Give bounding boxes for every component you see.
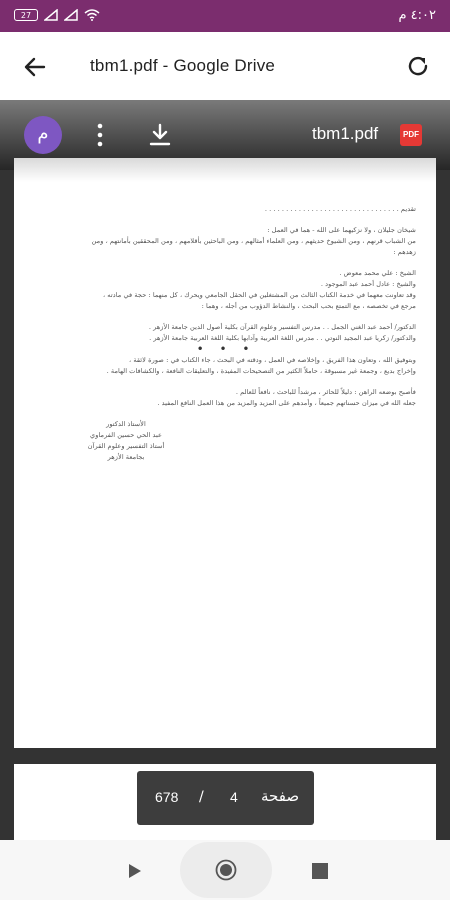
text-line: الشيخ : علي محمد معوض . (339, 269, 416, 277)
text-line: مرجع في تخصصه ، مع التمتع بحب البحث ، والنشاط الدؤوب من أجله ، وهما : (201, 302, 416, 310)
page-label: صفحة (261, 787, 300, 805)
text-line: من الشباب قرنهم ، ومن الشيوخ حديثهم ، ومن العلماء أمثالهم ، ومن الباحثين بأقلامهم ، ومن المحققين بأمانتهم ، ومن (91, 237, 416, 245)
more-options-icon[interactable] (92, 122, 108, 148)
text-line: والشيخ : عادل أحمد عبد الموجود . (320, 280, 416, 288)
signature-line: أستاذ التفسير وعلوم القرآن (87, 442, 165, 450)
status-time: ٤:٠٢ م (398, 8, 436, 23)
page-total: 678 (155, 789, 179, 805)
page-separator: / (199, 789, 204, 805)
file-name: tbm1.pdf (312, 124, 379, 143)
pdf-page (14, 158, 436, 748)
text-line: وإخراج بديع ، وجمعة غير مسبوقة ، حاملاً الكثير من التصحيحات المفيدة ، والتعليقات النافعة ، والكشافات الهامة . (106, 367, 416, 375)
text-line: شيخان جليلان ، ولا نزكيهما على الله - هما في العمل : (267, 226, 416, 234)
recents-square-icon[interactable] (312, 863, 328, 879)
signature-line: الأستاذ الدكتور (106, 420, 146, 428)
text-line: الدكتور/ أحمد عبد الغني الجمل . . مدرس التفسير وعلوم القرآن بكلية أصول الدين جامعة الأزهر . (148, 323, 416, 331)
text-line: زهدهم : (393, 248, 416, 256)
app-title: tbm1.pdf - Google Drive (90, 56, 276, 75)
text-line: والدكتور/ زكريا عبد المجيد النوتي . . مدرس اللغة العربية وآدابها بكلية اللغة العربية جامعة الأزهر . (149, 334, 416, 342)
pdf-file-icon: PDF (400, 124, 422, 146)
separator-dots: • • • (196, 342, 256, 356)
text-line: وقد تعاونت معهما في خدمة الكتاب الثالث من المشتغلين في الحقل الجامعي ويحرك ، كل منهما : حجة في مادته ، (102, 291, 416, 299)
text-line: وبتوفيق الله ، وتعاون هذا الفريق ، وإخلاصه في العمل ، ودقته في البحث ، جاء الكتاب في : صورة لائقة ، (129, 356, 416, 364)
signature-line: عبد الحي حسين الفرماوي (90, 431, 162, 439)
home-circle-icon (215, 859, 237, 881)
status-bar (0, 0, 450, 32)
navigation-bar (0, 840, 450, 900)
home-button[interactable] (180, 842, 272, 898)
text-line: فأصبح بوضعه الراهن : دليلاً للحائر ، مرشداً للباحث ، نافعاً للعالم . (235, 388, 416, 396)
page-current: 4 (230, 789, 238, 805)
signal-icon-2 (64, 9, 78, 21)
pdf-viewer[interactable] (0, 100, 450, 840)
wifi-icon (84, 9, 100, 21)
status-icons (14, 9, 100, 21)
back-arrow-icon[interactable] (22, 54, 48, 80)
download-icon[interactable] (148, 122, 172, 148)
signature-line: بجامعة الأزهر (107, 453, 145, 461)
avatar[interactable]: م (24, 116, 62, 154)
back-nav-icon[interactable] (126, 862, 144, 880)
app-bar (0, 32, 450, 100)
text-line: تقديم . . . . . . . . . . . . . . . . . . . . . . . . . . . . . . . . (264, 205, 416, 213)
page-indicator (137, 771, 314, 825)
page-shading (14, 158, 436, 182)
signal-icon (44, 9, 58, 21)
refresh-icon[interactable] (404, 52, 432, 80)
text-line: جعله الله في ميزان حسناتهم جميعاً ، وأمدهم على المزيد والمزيد من هذا العمل النافع المفيد . (157, 399, 416, 407)
page-text (36, 204, 416, 463)
battery-icon: 27 (14, 9, 38, 21)
